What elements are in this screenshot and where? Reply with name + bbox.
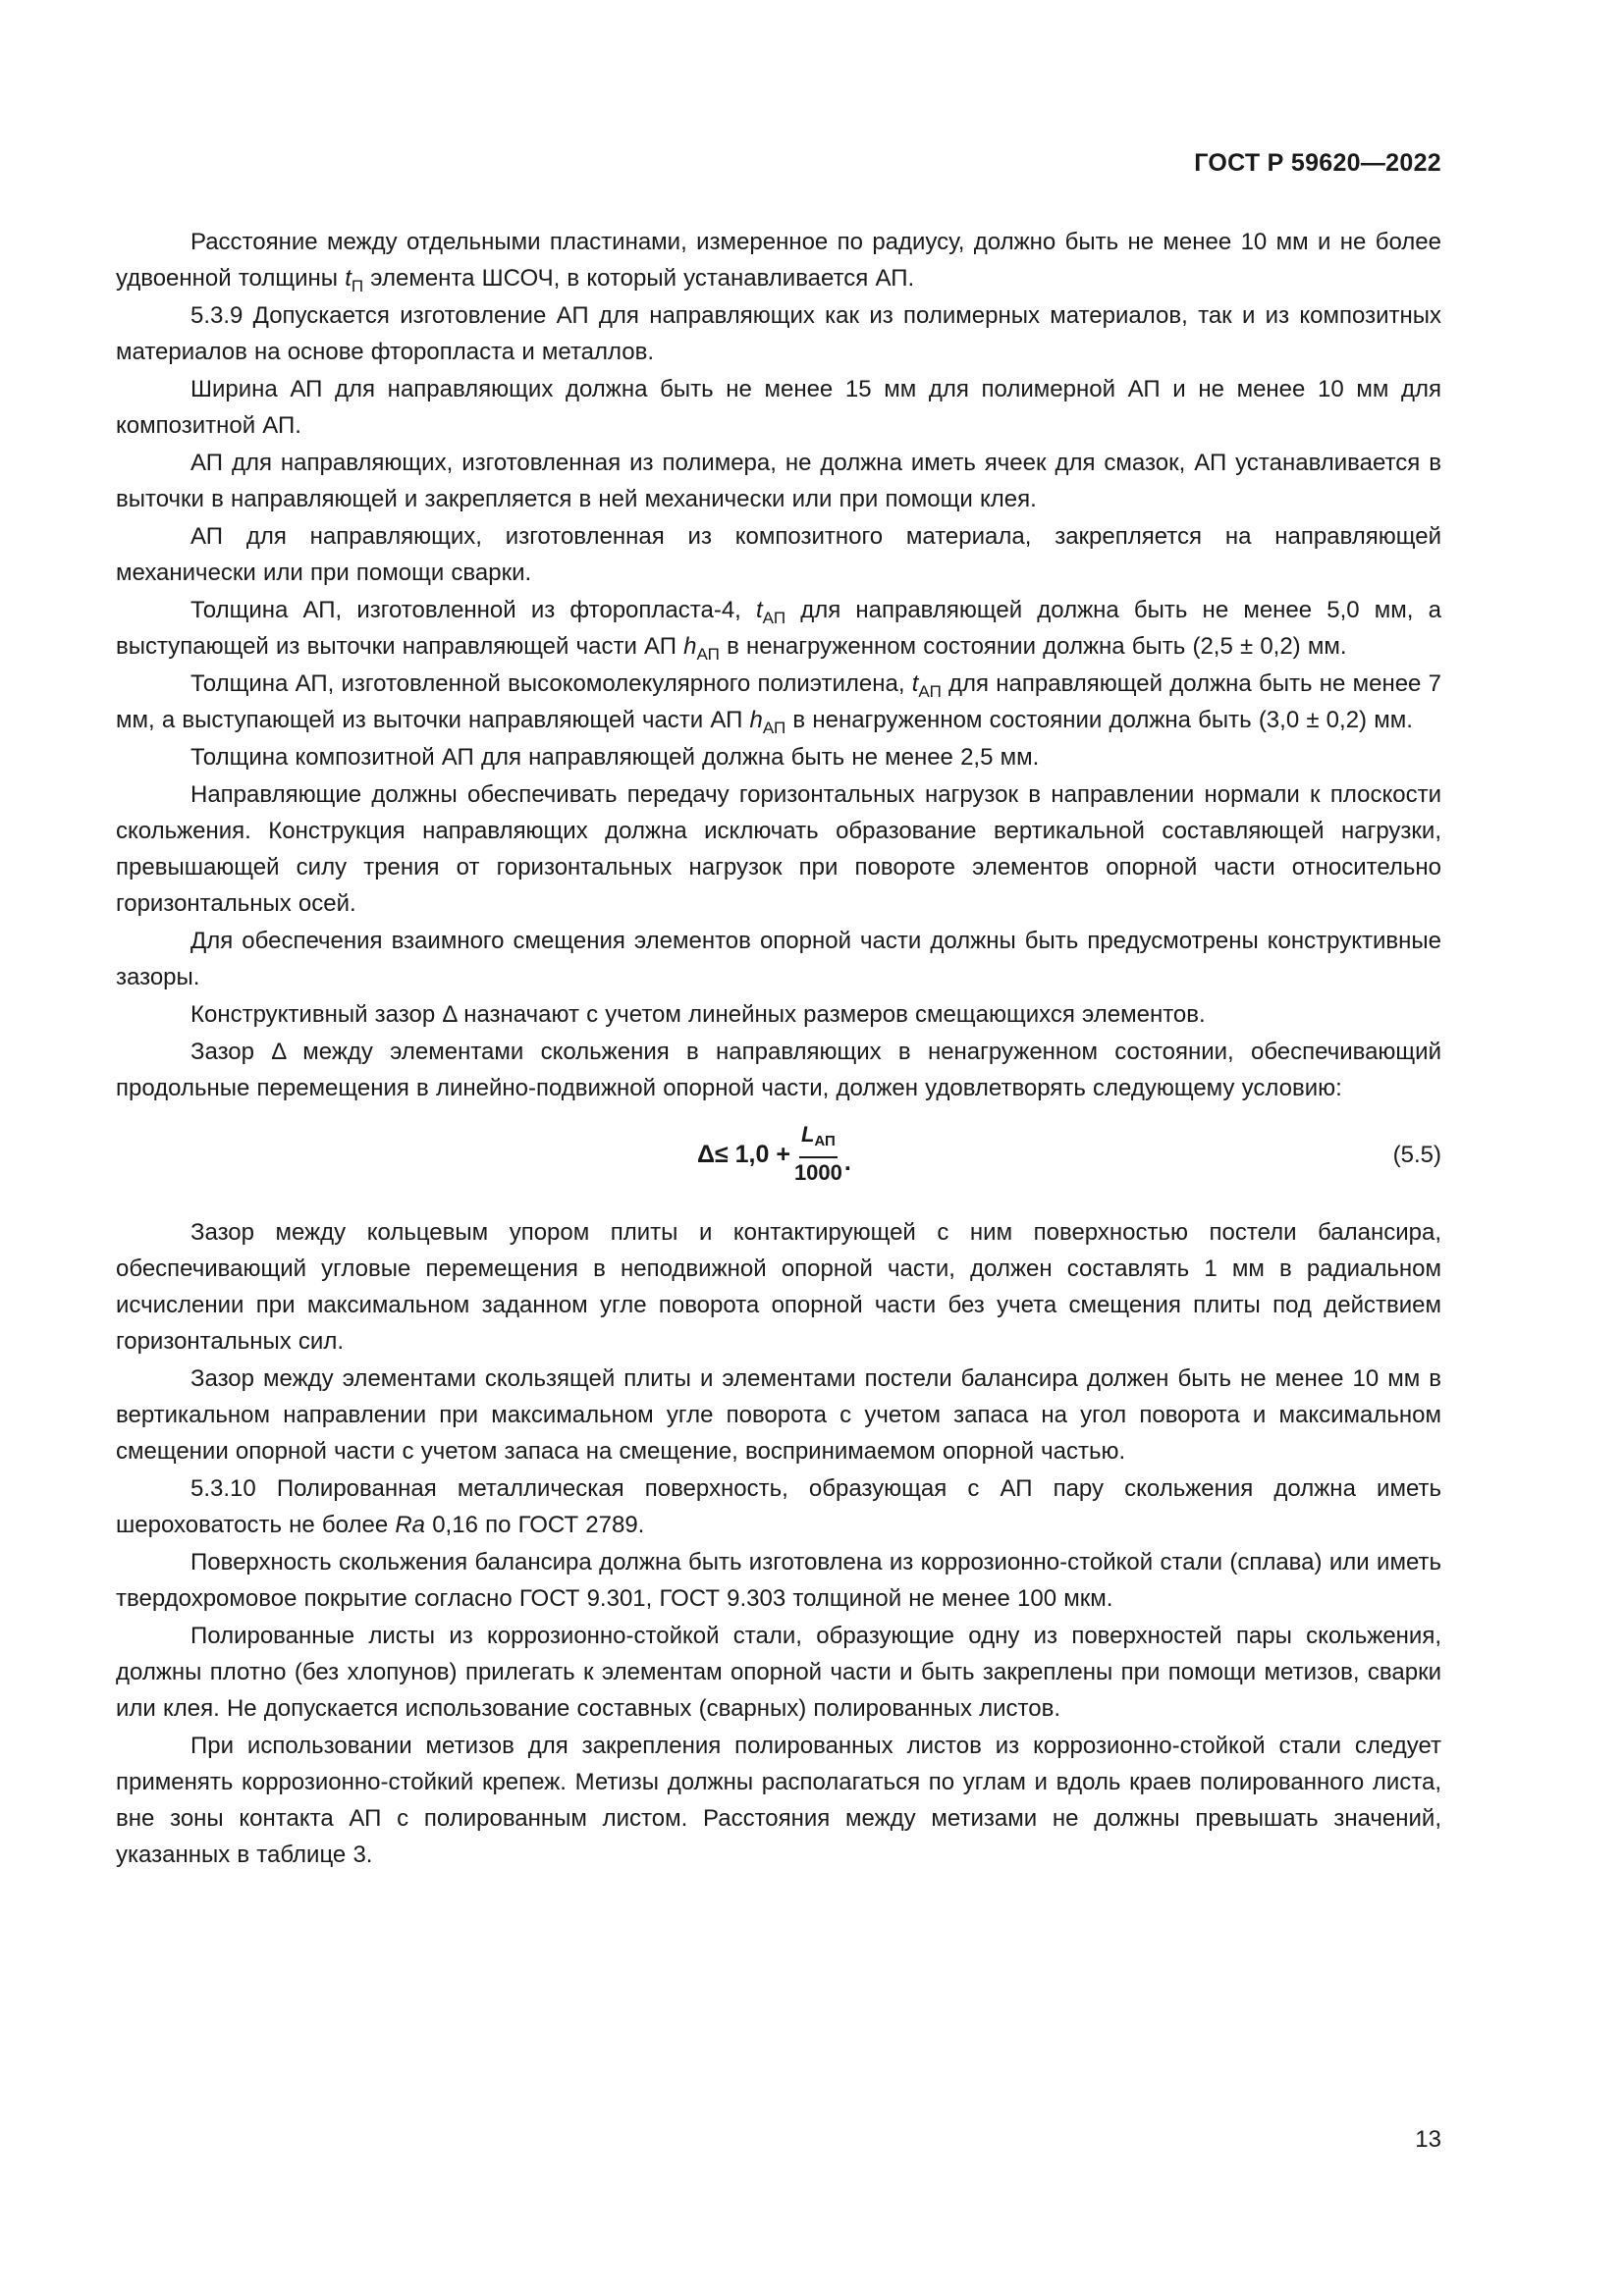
paragraph: Зазор Δ между элементами скольжения в направляющих в ненагруженном состоянии, обеспечивающий продольные перемещения в линейно-подвижной опорной части, должен удовлетворять следующему условию: bbox=[116, 1039, 1441, 1101]
paragraph: Толщина АП, изготовленной высокомолекулярного полиэтилена, $t_{АП}$ для направляющей должна быть не менее 7 мм, а выступающей из выточки направляющей части АП $h_{АП}$ в ненагруженном состоянии должна быть (3,0 ± 0,2) мм. bbox=[116, 670, 1441, 737]
paragraph: Полированные листы из коррозионно-стойкой стали, образующие одну из поверхностей пары скольжения, должны плотно (без хлопунов) прилегать к элементам опорной части и быть закреплены при помощи метизов, сварки или клея. Не допускается использование составных (сварных) полированных листов. bbox=[116, 1623, 1441, 1722]
paragraph: Зазор между кольцевым упором плиты и контактирующей с ним поверхностью постели балансира, обеспечивающий угловые перемещения в неподвижной опорной части, должен составлять 1 мм в радиальном исчислении при максимальном заданном угле поворота опорной части без учета смещения плиты под действием горизонтальных сил. bbox=[116, 1219, 1441, 1355]
paragraph-5-3-10: 5.3.10 Полированная металлическая поверхность, образующая с АП пару скольжения должна иметь шероховатость не более Ra 0,16 по ГОСТ 2789. bbox=[116, 1475, 1441, 1538]
paragraph: Ширина АП для направляющих должна быть не менее 15 мм для полимерной АП и не менее 10 мм для композитной АП. bbox=[116, 376, 1441, 439]
paragraph: Поверхность скольжения балансира должна быть изготовлена из коррозионно-стойкой стали (сплава) или иметь твердохромовое покрытие согласно ГОСТ 9.301, ГОСТ 9.303 толщиной не менее 100 мкм. bbox=[116, 1549, 1441, 1612]
paragraph: Конструктивный зазор Δ назначают с учетом линейных размеров смещающихся элементов. bbox=[190, 1001, 1206, 1028]
paragraph-5-3-9: 5.3.9 Допускается изготовление АП для направляющих как из полимерных материалов, так и из композитных материалов на основе фторопласта и металлов. bbox=[116, 302, 1441, 365]
paragraph: АП для направляющих, изготовленная из полимера, не должна иметь ячеек для смазок, АП устанавливается в выточки в направляющей и закрепляется в ней механически или при помощи клея. bbox=[116, 450, 1441, 512]
fraction-numerator: $L_{АП}$ bbox=[799, 1122, 838, 1158]
formula-lhs: Δ≤ 1,0 + bbox=[697, 1140, 790, 1168]
paragraph: АП для направляющих, изготовленная из композитного материала, закрепляется на направляющей механически или при помощи сварки. bbox=[116, 523, 1441, 586]
paragraph: Толщина АП, изготовленной из фторопласта-4, $t_{АП}$ для направляющей должна быть не менее 5,0 мм, а выступающей из выточки направляющей части АП $h_{АП}$ в ненагруженном состоянии должна быть (2,5 ± 0,2) мм. bbox=[116, 597, 1441, 664]
paragraph: Направляющие должны обеспечивать передачу горизонтальных нагрузок в направлении нормали к плоскости скольжения. Конструкция направляющих должна исключать образование вертикальной составляющей нагрузки, превышающей силу трения от горизонтальных нагрузок при повороте элементов опорной части относительно горизонтальных осей. bbox=[116, 781, 1441, 917]
paragraph: Толщина композитной АП для направляющей должна быть не менее 2,5 мм. bbox=[190, 744, 1040, 771]
paragraph: Расстояние между отдельными пластинами, измеренное по радиусу, должно быть не менее 10 мм и не более удвоенной толщины $t_П$ элемента ШСОЧ, в который устанавливается АП. bbox=[116, 229, 1441, 295]
formula-5-5 bbox=[116, 1120, 1441, 1197]
paragraph: При использовании метизов для закрепления полированных листов из коррозионно-стойкой стали следует применять коррозионно-стойкий крепеж. Метизы должны располагаться по углам и вдоль краев полированного листа, вне зоны контакта АП с полированным листом. Расстояния между метизами не должны превышать значений, указанных в таблице 3. bbox=[116, 1733, 1441, 1868]
formula-fraction bbox=[794, 1122, 842, 1187]
page-number: 13 bbox=[1415, 2126, 1441, 2153]
formula-number: (5.5) bbox=[1392, 1142, 1441, 1168]
body-text bbox=[116, 224, 1441, 1874]
formula-period: . bbox=[843, 1148, 851, 1176]
paragraph: Для обеспечения взаимного смещения элементов опорной части должны быть предусмотрены конструктивные зазоры. bbox=[116, 928, 1441, 990]
fraction-denominator: 1000 bbox=[793, 1160, 842, 1185]
formula-expression bbox=[697, 1122, 851, 1187]
paragraph: Зазор между элементами скользящей плиты и элементами постели балансира должен быть не менее 10 мм в вертикальном направлении при максимальном угле поворота с учетом запаса на угол поворота и максимальном смещении опорной части с учетом запаса на смещение, воспринимаемом опорной частью. bbox=[116, 1365, 1441, 1465]
standard-designation: ГОСТ Р 59620—2022 bbox=[1194, 149, 1441, 177]
